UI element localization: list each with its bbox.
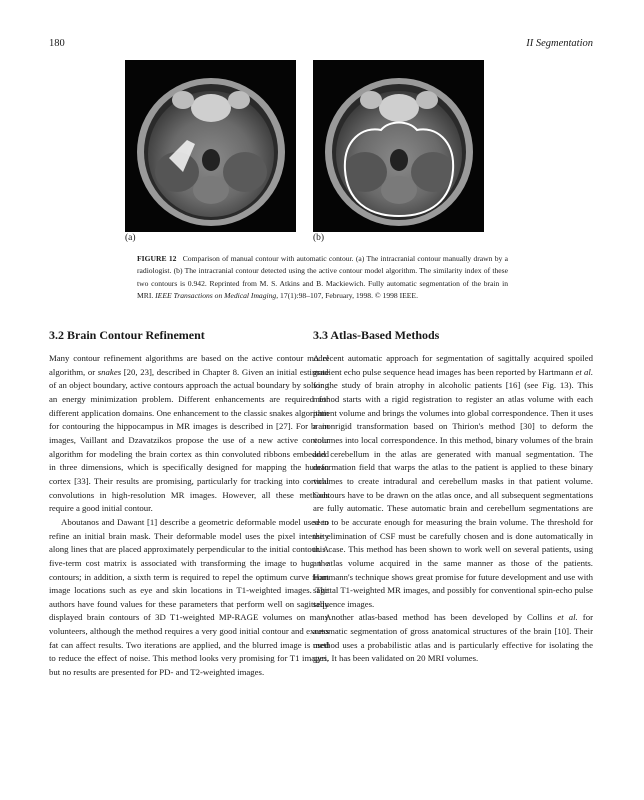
section-heading-atlas-based-methods: 3.3 Atlas-Based Methods: [313, 328, 440, 342]
figure-caption-tag: FIGURE 12: [137, 254, 177, 263]
section-heading-brain-contour-refinement: 3.2 Brain Contour Refinement: [49, 328, 205, 342]
paragraph: Aboutanos and Dawant [1] describe a geometric deformable model used to refine an initial brain mask. Their deformable model uses the pixel intensity along lines that are placed approximately perpendicular to the initial contour. A five-term cost matrix is associated with transforming the image to hug the contours; in addition, a sixth term is required to repel the optimum curve from image locations such as eye and skin locations in T1-weighted images. The authors have found values for these parameters that perform well on sagittally displayed brain contours of 3D T1-weighted MP-RAGE volumes on many volunteers, although the method requires a very good initial contour and excess fat can affect results. Two iterations are applied, and the blurred image is used to reduce the effect of noise. This method looks very promising for T1 images, but no results are presented for PD- and T2-weighted images.: [49, 516, 329, 678]
running-head: II Segmentation: [526, 38, 593, 49]
paragraph: Many contour refinement algorithms are based on the active contour model algorithm, or snakes [20, 23], described in Chapter 8. Given an initial estimate of an object boundary, active contours approach the actual boundary by solving an energy minimization problem. Different enhancements are required for different application domains. One enhancement to the classic snakes algorithm for contouring the hippocampus in MR images is described in [27]. For brain images, Vaillant and Dzavatzikos propose the use of a new active contour algorithm for modeling the brain cortex as thin convoluted ribbons embedded in three dimensions, which is specifically designed for mapping the human cortex [33]. Their results are promising, particularly for tracking into cortical convolutions in high-resolution MR images. However, all these methods require a good initial contour.: [49, 353, 329, 514]
paragraph: A recent automatic approach for segmentation of sagittally acquired spoiled gradient echo pulse sequence head images has been reported by Hartmann et al. for the study of brain atrophy in alcoholic patients [16] (see Fig. 13). This method starts with a rigid registration to register an atlas volume with each patient volume and brings the volumes into global correspondence. Then it uses a nonrigid transformation based on Thirion's method [30] to deform the volumes into local correspondence. In this method, binary volumes of the brain and cerebellum in the atlas are generated with manual segmentation. The deformation field that warps the atlas to the patient is applied to these binary volumes to create intradural and cerebellum masks in that patient volume. Contours have to be drawn on the atlas once, and all subsequent segmentations are fully automatic. These automatic brain and cerebellum segmentations are seen to be accurate enough for measuring the brain volume. The threshold for the elimination of CSF must be carefully chosen and is done automatically in this case. This method has been shown to work well on several patients, using an atlas volume acquired in the same manner as those of the patients. Hartmann's technique shows great promise for future development and use with sagittal T1-weighted MR images, and possibly for conventional spin-echo pulse sequence images.: [313, 353, 594, 609]
figure-panel-label-b: (b): [313, 233, 325, 243]
figure-panel-label-a: (a): [125, 233, 136, 243]
figure-caption-citation: 17(1):98–107, February, 1998. © 1998 IEEE.: [280, 291, 418, 301]
figure-caption-text: Comparison of manual contour with automatic contour. (a) The intracranial contour manually drawn by a radiologist. (b) The intracranial contour detected using the active contour model algorithm. The similarity index of these two contours is 0.942. Reprinted from M. S. Atkins and B. Mackiewich. Fully automatic segmentation of the brain in MRI.: [137, 254, 508, 301]
page-number: 180: [49, 38, 65, 49]
figure-caption-journal: IEEE Transactions on Medical Imaging,: [155, 291, 279, 301]
mri-image-manual-contour: [125, 60, 296, 232]
mri-image-automatic-contour: [313, 60, 484, 232]
right-column: [313, 328, 593, 666]
paragraph: Another atlas-based method has been developed by Collins et al. for automatic segmentation of gross anatomical structures of the brain [10]. Their method uses a probabilistic atlas and is particularly effective for isolating the gyri. It has been validated on 20 MRI volumes.: [313, 612, 594, 664]
left-column: [49, 328, 329, 680]
figure-caption: [137, 253, 508, 303]
